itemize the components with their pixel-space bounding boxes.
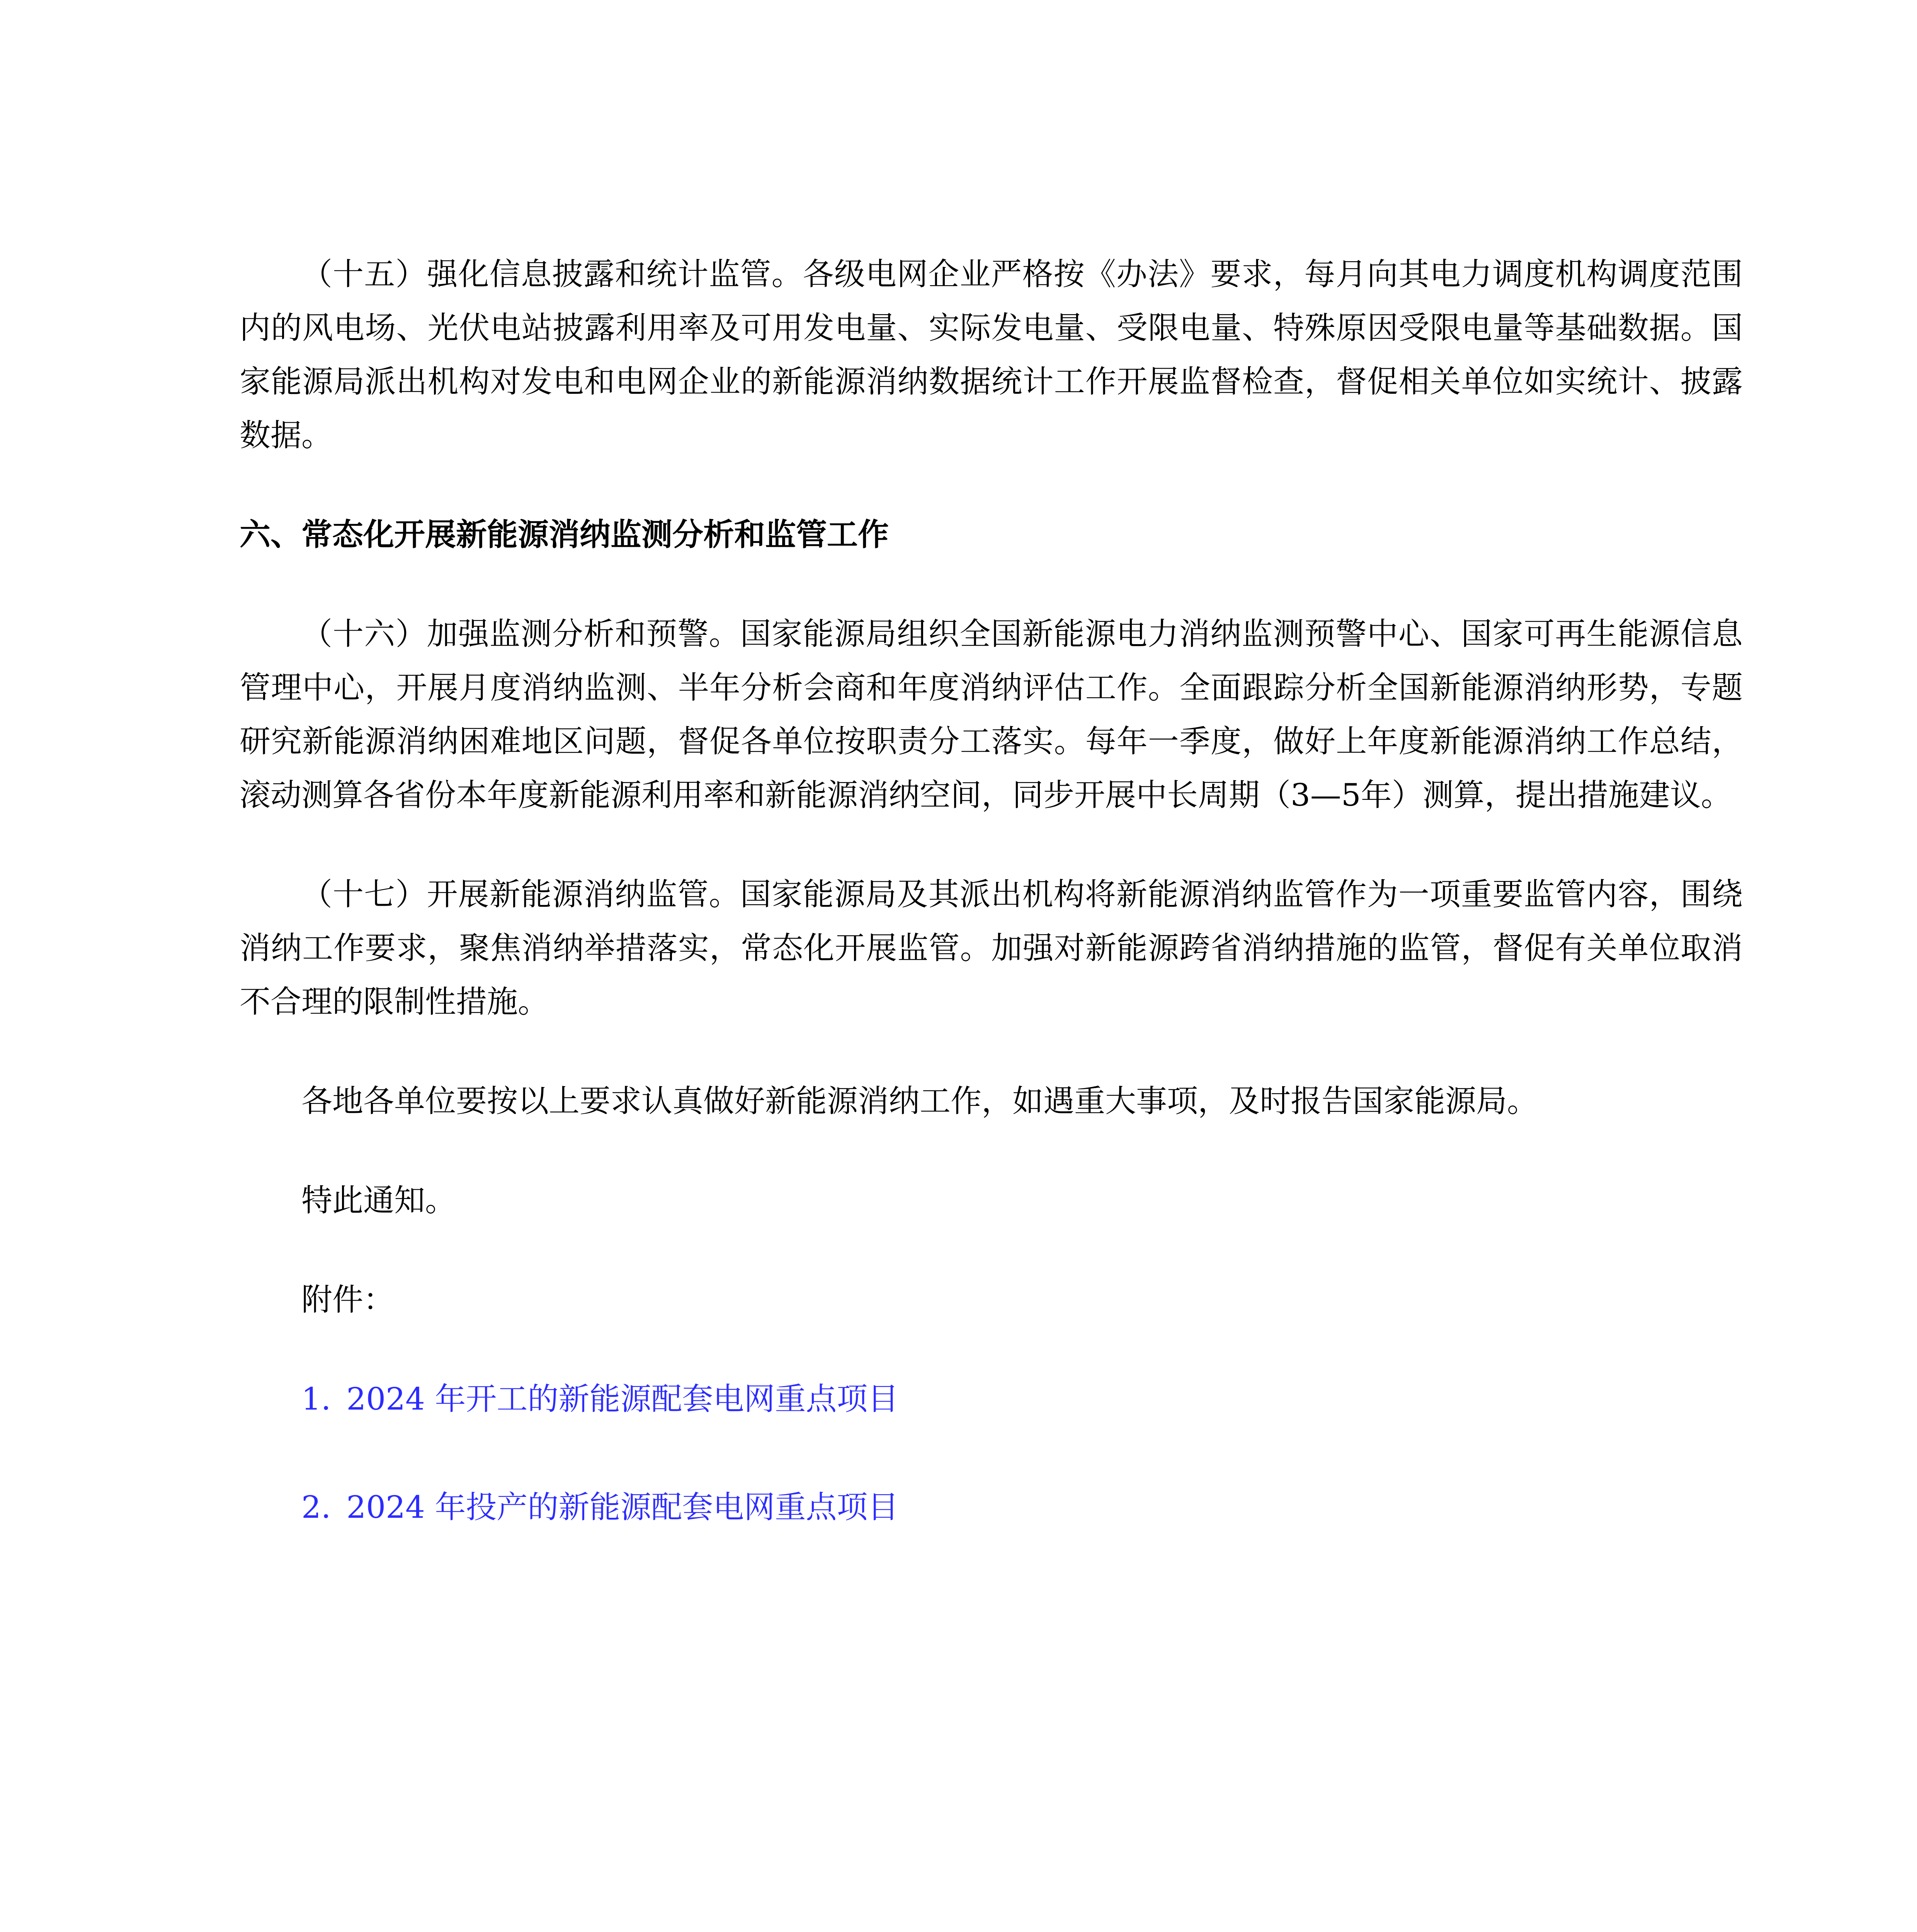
attachment-link-2[interactable] bbox=[240, 1480, 1743, 1534]
attachment-number: 1. bbox=[301, 1381, 331, 1417]
paragraph-17: （十七）开展新能源消纳监管。国家能源局及其派出机构将新能源消纳监管作为一项重要监管内容，围绕消纳工作要求，聚焦消纳举措落实，常态化开展监管。加强对新能源跨省消纳措施的监管，督促有关单位取消不合理的限制性措施。 bbox=[240, 876, 1743, 1020]
closing-paragraph: 各地各单位要按以上要求认真做好新能源消纳工作，如遇重大事项，及时报告国家能源局。 bbox=[301, 1083, 1538, 1119]
section-heading-6: 六、常态化开展新能源消纳监测分析和监管工作 bbox=[240, 517, 889, 553]
paragraph-15: （十五）强化信息披露和统计监管。各级电网企业严格按《办法》要求，每月向其电力调度机构调度范围内的风电场、光伏电站披露利用率及可用发电量、实际发电量、受限电量、特殊原因受限电量等基础数据。国家能源局派出机构对发电和电网企业的新能源消纳数据统计工作开展监督检查，督促相关单位如实统计、披露数据。 bbox=[240, 256, 1743, 453]
attachment-number: 2. bbox=[301, 1489, 331, 1525]
attachments-label: 附件： bbox=[301, 1282, 394, 1318]
paragraph-16: （十六）加强监测分析和预警。国家能源局组织全国新能源电力消纳监测预警中心、国家可再生能源信息管理中心，开展月度消纳监测、半年分析会商和年度消纳评估工作。全面跟踪分析全国新能源消纳形势，专题研究新能源消纳困难地区问题，督促各单位按职责分工落实。每年一季度，做好上年度新能源消纳工作总结，滚动测算各省份本年度新能源利用率和新能源消纳空间，同步开展中长周期（3—5年）测算，提出措施建议。 bbox=[240, 616, 1743, 813]
document-body bbox=[240, 247, 1743, 1588]
attachment-title: 2024 年投产的新能源配套电网重点项目 bbox=[346, 1489, 899, 1525]
attachment-title: 2024 年开工的新能源配套电网重点项目 bbox=[346, 1381, 899, 1417]
attachment-link-1[interactable] bbox=[240, 1372, 1743, 1426]
notice-line: 特此通知。 bbox=[301, 1182, 456, 1218]
